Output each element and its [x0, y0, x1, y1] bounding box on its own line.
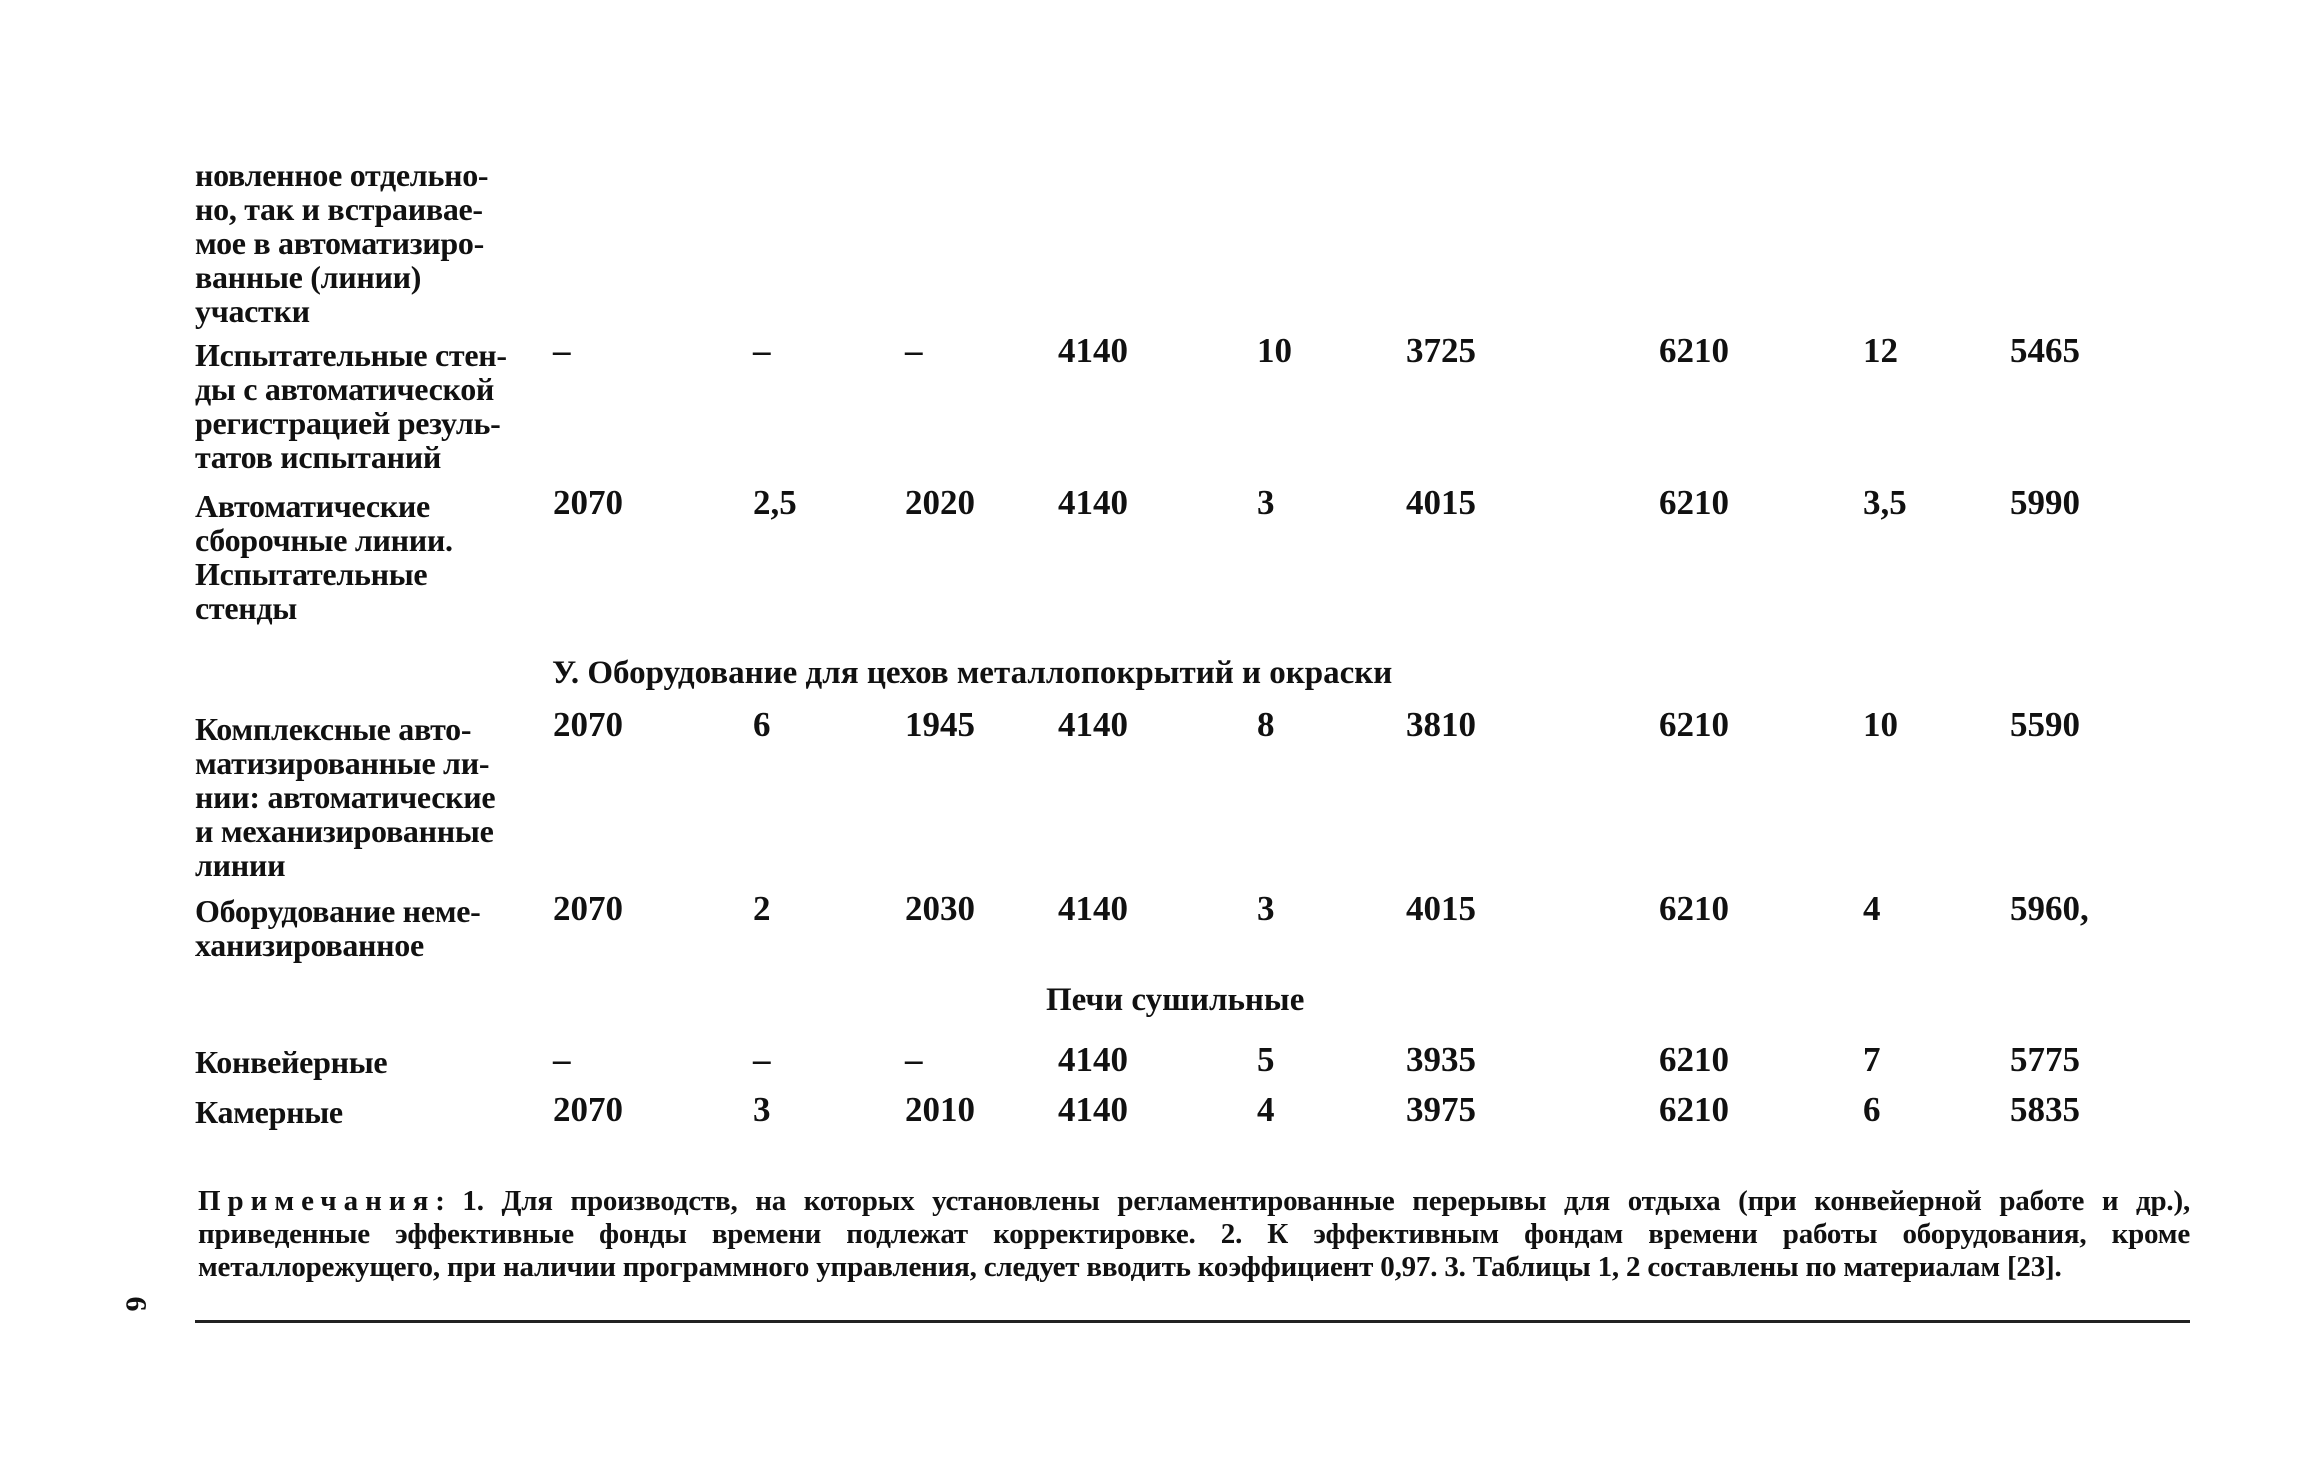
page-number: 6	[119, 1296, 153, 1312]
table-cell: 5590	[2010, 705, 2080, 744]
row-label-line: Оборудование неме-	[195, 893, 481, 929]
table-cell: 1945	[905, 705, 975, 744]
table-cell: 3	[753, 1090, 771, 1129]
table-cell: 2010	[905, 1090, 975, 1129]
row-label-line: мое в автоматизиро-	[195, 225, 484, 261]
table-cell: –	[905, 331, 923, 370]
row-label-line: линии	[195, 847, 286, 883]
table-cell: 4140	[1058, 705, 1128, 744]
row-label-line: и механизированные	[195, 813, 494, 849]
row-label-line: участки	[195, 293, 310, 329]
row-label-line: ванные (линии)	[195, 259, 422, 295]
row-label	[195, 489, 453, 625]
table-cell: –	[553, 1040, 571, 1079]
row-label	[195, 338, 507, 474]
row-label-line: нии: автоматические	[195, 779, 496, 815]
row-label	[195, 1045, 387, 1079]
table-cell: –	[553, 331, 571, 370]
table-cell: –	[753, 331, 771, 370]
table-notes	[198, 1185, 2190, 1284]
table-cell: 4	[1863, 889, 1881, 928]
row-label	[195, 1095, 343, 1129]
table-cell: 4015	[1406, 889, 1476, 928]
notes-prefix: Примечания	[198, 1185, 436, 1217]
table-cell: 6	[753, 705, 771, 744]
table-cell: 3,5	[1863, 483, 1907, 522]
table-cell: 4140	[1058, 1040, 1128, 1079]
section-heading: Печи сушильные	[1046, 982, 1305, 1018]
table-cell: 4140	[1058, 889, 1128, 928]
table-cell: 6210	[1659, 331, 1729, 370]
table-cell: 12	[1863, 331, 1898, 370]
table-cell: 3	[1257, 889, 1275, 928]
table-cell: 2070	[553, 483, 623, 522]
section-heading: У. Оборудование для цехов металлопокрытий и окраски	[552, 655, 1393, 691]
notes-text: : 1. Для производств, на которых установлены регламентированные перерывы для отдыха (при конвейерной работе и др.), приведенные эффективные фонды времени подлежат корректировке. 2. К эффективным фондам времени работы оборудования, кроме металлорежущего, при наличии программного управления, следует вводить коэффициент 0,97. 3. Таблицы 1, 2 составлены по материалам [23].	[198, 1185, 2190, 1283]
row-label-line: ханизированное	[195, 927, 424, 963]
table-cell: 6210	[1659, 483, 1729, 522]
table-cell: 3725	[1406, 331, 1476, 370]
table-cell: 3975	[1406, 1090, 1476, 1129]
row-label-line: Конвейерные	[195, 1044, 388, 1080]
table-cell: 10	[1257, 331, 1292, 370]
table-cell: 2070	[553, 705, 623, 744]
row-label-line: Камерные	[195, 1094, 343, 1130]
table-cell: 7	[1863, 1040, 1881, 1079]
row-label-line: Комплексные авто-	[195, 711, 472, 747]
table-cell: 2030	[905, 889, 975, 928]
table-cell: 4140	[1058, 331, 1128, 370]
table-cell: 8	[1257, 705, 1275, 744]
table-cell: 2,5	[753, 483, 797, 522]
row-label-line: Испытательные	[195, 556, 428, 592]
table-cell: –	[905, 1040, 923, 1079]
table-cell: 2	[753, 889, 771, 928]
row-label-line: стенды	[195, 590, 297, 626]
table-cell: 5960,	[2010, 889, 2089, 928]
table-cell: 4140	[1058, 1090, 1128, 1129]
table-cell: 5835	[2010, 1090, 2080, 1129]
table-cell: 6210	[1659, 1040, 1729, 1079]
row-label-line: сборочные линии.	[195, 522, 453, 558]
row-label-line: регистрацией резуль-	[195, 405, 501, 441]
table-cell: 6210	[1659, 705, 1729, 744]
notes-underline	[195, 1320, 2190, 1323]
row-label-line: Испытательные стен-	[195, 337, 507, 373]
table-cell: 5	[1257, 1040, 1275, 1079]
row-label	[195, 712, 495, 882]
table-cell: 6210	[1659, 1090, 1729, 1129]
table-cell: 2070	[553, 1090, 623, 1129]
table-cell: 2070	[553, 889, 623, 928]
row-label	[195, 158, 488, 328]
row-label-line: новленное отдельно-	[195, 157, 489, 193]
table-cell: 3810	[1406, 705, 1476, 744]
row-label-line: Автоматические	[195, 488, 430, 524]
table-cell: 5990	[2010, 483, 2080, 522]
table-cell: 3935	[1406, 1040, 1476, 1079]
row-label	[195, 894, 480, 962]
table-cell: 2020	[905, 483, 975, 522]
table-cell: 10	[1863, 705, 1898, 744]
row-label-line: ды с автоматической	[195, 371, 495, 407]
table-cell: 4	[1257, 1090, 1275, 1129]
row-label-line: татов испытаний	[195, 439, 442, 475]
table-cell: 6	[1863, 1090, 1881, 1129]
table-cell: 4140	[1058, 483, 1128, 522]
table-cell: 6210	[1659, 889, 1729, 928]
table-cell: 5775	[2010, 1040, 2080, 1079]
table-cell: 3	[1257, 483, 1275, 522]
row-label-line: но, так и встраивае-	[195, 191, 483, 227]
table-cell: –	[753, 1040, 771, 1079]
table-cell: 4015	[1406, 483, 1476, 522]
table-cell: 5465	[2010, 331, 2080, 370]
row-label-line: матизированные ли-	[195, 745, 490, 781]
